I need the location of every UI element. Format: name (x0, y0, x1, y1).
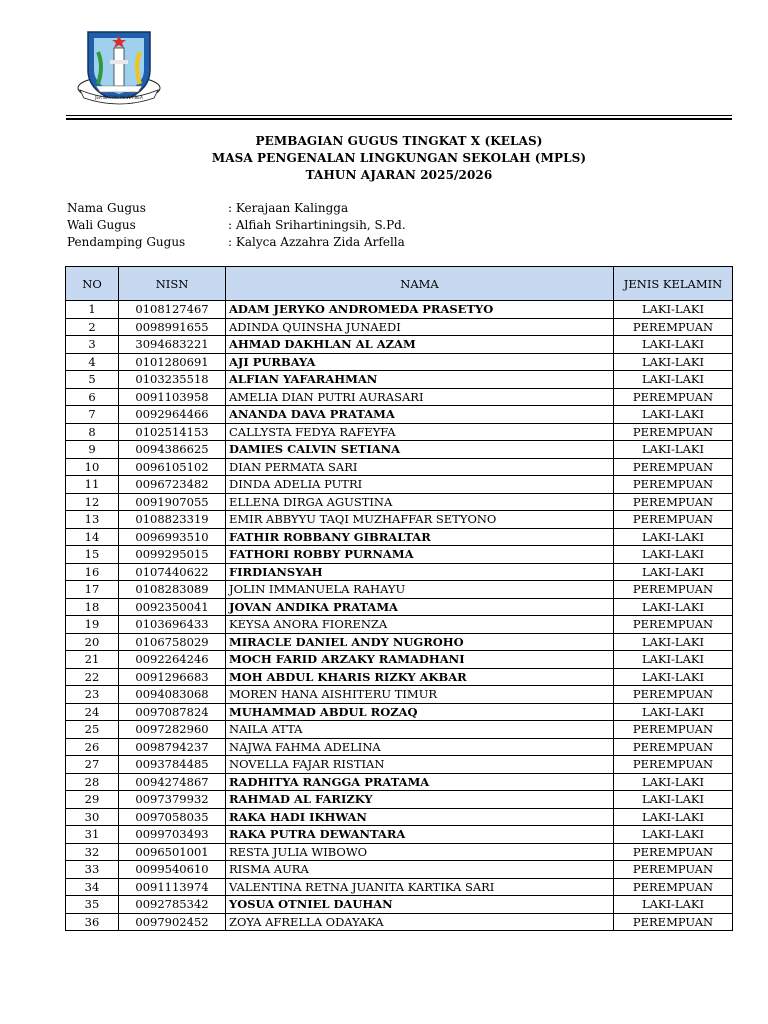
cell-nama: RESTA JULIA WIBOWO (226, 843, 614, 861)
cell-jenis-kelamin: LAKI-LAKI (614, 773, 733, 791)
document-title (66, 133, 732, 184)
table-row (66, 546, 733, 564)
cell-no: 24 (66, 703, 119, 721)
info-label: Pendamping Gugus (67, 235, 186, 249)
cell-no: 32 (66, 843, 119, 861)
cell-jenis-kelamin: PEREMPUAN (614, 476, 733, 494)
cell-jenis-kelamin: PEREMPUAN (614, 878, 733, 896)
cell-no: 25 (66, 721, 119, 739)
header-divider-thin (66, 115, 732, 116)
table-row (66, 808, 733, 826)
cell-nisn: 0101280691 (119, 353, 226, 371)
cell-nama: RAKA PUTRA DEWANTARA (226, 826, 614, 844)
cell-nama: FATHIR ROBBANY GIBRALTAR (226, 528, 614, 546)
table-row (66, 633, 733, 651)
cell-nisn: 0099540610 (119, 861, 226, 879)
cell-nisn: 0092785342 (119, 896, 226, 914)
cell-no: 18 (66, 598, 119, 616)
cell-nisn: 0097379932 (119, 791, 226, 809)
cell-nisn: 0091296683 (119, 668, 226, 686)
table-row (66, 581, 733, 599)
cell-nama: AMELIA DIAN PUTRI AURASARI (226, 388, 614, 406)
table-row (66, 861, 733, 879)
cell-no: 36 (66, 913, 119, 931)
cell-nama: FIRDIANSYAH (226, 563, 614, 581)
table-row (66, 913, 733, 931)
cell-jenis-kelamin: PEREMPUAN (614, 861, 733, 879)
cell-no: 17 (66, 581, 119, 599)
cell-nama: MUHAMMAD ABDUL ROZAQ (226, 703, 614, 721)
cell-jenis-kelamin: PEREMPUAN (614, 686, 733, 704)
cell-nisn: 0094083068 (119, 686, 226, 704)
cell-jenis-kelamin: LAKI-LAKI (614, 371, 733, 389)
cell-nama: ADINDA QUINSHA JUNAEDI (226, 318, 614, 336)
cell-jenis-kelamin: LAKI-LAKI (614, 633, 733, 651)
info-value: : Kalyca Azzahra Zida Arfella (228, 235, 405, 249)
cell-nama: JOVAN ANDIKA PRATAMA (226, 598, 614, 616)
table-row (66, 843, 733, 861)
cell-no: 22 (66, 668, 119, 686)
cell-jenis-kelamin: LAKI-LAKI (614, 441, 733, 459)
cell-no: 4 (66, 353, 119, 371)
cell-nisn: 0097902452 (119, 913, 226, 931)
cell-nama: DIAN PERMATA SARI (226, 458, 614, 476)
header-divider-thick (66, 118, 732, 120)
cell-jenis-kelamin: PEREMPUAN (614, 581, 733, 599)
cell-jenis-kelamin: LAKI-LAKI (614, 668, 733, 686)
cell-no: 21 (66, 651, 119, 669)
cell-nisn: 0091103958 (119, 388, 226, 406)
cell-nisn: 0099703493 (119, 826, 226, 844)
cell-jenis-kelamin: LAKI-LAKI (614, 896, 733, 914)
cell-jenis-kelamin: PEREMPUAN (614, 843, 733, 861)
table-row (66, 616, 733, 634)
table-row (66, 336, 733, 354)
cell-nama: RADHITYA RANGGA PRATAMA (226, 773, 614, 791)
cell-jenis-kelamin: PEREMPUAN (614, 913, 733, 931)
cell-nisn: 0096105102 (119, 458, 226, 476)
cell-jenis-kelamin: PEREMPUAN (614, 458, 733, 476)
cell-nisn: 0094386625 (119, 441, 226, 459)
cell-nama: ALFIAN YAFARAHMAN (226, 371, 614, 389)
cell-jenis-kelamin: LAKI-LAKI (614, 353, 733, 371)
cell-nama: DAMIES CALVIN SETIANA (226, 441, 614, 459)
cell-no: 30 (66, 808, 119, 826)
table-row (66, 563, 733, 581)
header-no: NO (66, 267, 119, 301)
cell-no: 14 (66, 528, 119, 546)
cell-nama: NAJWA FAHMA ADELINA (226, 738, 614, 756)
cell-nisn: 0099295015 (119, 546, 226, 564)
table-row (66, 406, 733, 424)
cell-jenis-kelamin: LAKI-LAKI (614, 791, 733, 809)
cell-jenis-kelamin: LAKI-LAKI (614, 336, 733, 354)
table-row (66, 476, 733, 494)
cell-jenis-kelamin: PEREMPUAN (614, 616, 733, 634)
cell-jenis-kelamin: PEREMPUAN (614, 318, 733, 336)
table-row (66, 896, 733, 914)
cell-no: 20 (66, 633, 119, 651)
table-row (66, 353, 733, 371)
cell-nisn: 0097087824 (119, 703, 226, 721)
cell-nama: VALENTINA RETNA JUANITA KARTIKA SARI (226, 878, 614, 896)
cell-no: 3 (66, 336, 119, 354)
cell-jenis-kelamin: PEREMPUAN (614, 388, 733, 406)
cell-jenis-kelamin: PEREMPUAN (614, 756, 733, 774)
table-row (66, 458, 733, 476)
cell-jenis-kelamin: LAKI-LAKI (614, 301, 733, 319)
title-line-3: TAHUN AJARAN 2025/2026 (305, 168, 493, 182)
cell-jenis-kelamin: LAKI-LAKI (614, 703, 733, 721)
cell-no: 9 (66, 441, 119, 459)
title-line-1: PEMBAGIAN GUGUS TINGKAT X (KELAS) (255, 134, 543, 148)
cell-nisn: 0106758029 (119, 633, 226, 651)
cell-jenis-kelamin: LAKI-LAKI (614, 546, 733, 564)
cell-nisn: 0103696433 (119, 616, 226, 634)
table-row (66, 528, 733, 546)
header-nama: NAMA (226, 267, 614, 301)
cell-nisn: 3094683221 (119, 336, 226, 354)
seal-motto-text: JER BASUKI MAWA BEA (95, 95, 143, 100)
cell-nama: MOREN HANA AISHITERU TIMUR (226, 686, 614, 704)
table-row (66, 371, 733, 389)
cell-no: 23 (66, 686, 119, 704)
table-row (66, 686, 733, 704)
cell-nisn: 0096723482 (119, 476, 226, 494)
table-row (66, 878, 733, 896)
table-row (66, 668, 733, 686)
cell-nama: ANANDA DAVA PRATAMA (226, 406, 614, 424)
cell-nama: NAILA ATTA (226, 721, 614, 739)
cell-nama: AJI PURBAYA (226, 353, 614, 371)
cell-no: 34 (66, 878, 119, 896)
cell-nisn: 0092264246 (119, 651, 226, 669)
cell-nisn: 0108127467 (119, 301, 226, 319)
cell-nisn: 0103235518 (119, 371, 226, 389)
cell-no: 1 (66, 301, 119, 319)
cell-no: 2 (66, 318, 119, 336)
table-row (66, 318, 733, 336)
student-table (65, 266, 733, 931)
cell-jenis-kelamin: LAKI-LAKI (614, 563, 733, 581)
cell-jenis-kelamin: PEREMPUAN (614, 738, 733, 756)
cell-nama: MIRACLE DANIEL ANDY NUGROHO (226, 633, 614, 651)
title-line-2: MASA PENGENALAN LINGKUNGAN SEKOLAH (MPLS) (211, 151, 587, 165)
cell-nama: RISMA AURA (226, 861, 614, 879)
header-jenis-kelamin: JENIS KELAMIN (614, 267, 733, 301)
table-row (66, 441, 733, 459)
cell-no: 16 (66, 563, 119, 581)
table-row (66, 493, 733, 511)
table-row (66, 423, 733, 441)
table-row (66, 791, 733, 809)
cell-jenis-kelamin: PEREMPUAN (614, 493, 733, 511)
cell-jenis-kelamin: PEREMPUAN (614, 423, 733, 441)
cell-no: 10 (66, 458, 119, 476)
cell-no: 28 (66, 773, 119, 791)
cell-nisn: 0097058035 (119, 808, 226, 826)
info-label: Wali Gugus (67, 218, 136, 232)
table-row (66, 721, 733, 739)
cell-nisn: 0108823319 (119, 511, 226, 529)
cell-no: 12 (66, 493, 119, 511)
cell-no: 33 (66, 861, 119, 879)
info-label: Nama Gugus (67, 201, 146, 215)
cell-nama: FATHORI ROBBY PURNAMA (226, 546, 614, 564)
cell-nama: YOSUA OTNIEL DAUHAN (226, 896, 614, 914)
cell-no: 26 (66, 738, 119, 756)
cell-nama: MOCH FARID ARZAKY RAMADHANI (226, 651, 614, 669)
cell-jenis-kelamin: LAKI-LAKI (614, 406, 733, 424)
cell-nama: MOH ABDUL KHARIS RIZKY AKBAR (226, 668, 614, 686)
table-row (66, 756, 733, 774)
table-row (66, 301, 733, 319)
header-nisn: NISN (119, 267, 226, 301)
cell-nisn: 0098991655 (119, 318, 226, 336)
cell-nama: KEYSA ANORA FIORENZA (226, 616, 614, 634)
table-header-row (66, 267, 733, 301)
cell-nisn: 0096993510 (119, 528, 226, 546)
cell-jenis-kelamin: LAKI-LAKI (614, 651, 733, 669)
cell-no: 15 (66, 546, 119, 564)
cell-no: 5 (66, 371, 119, 389)
east-java-seal-logo (74, 26, 164, 108)
cell-jenis-kelamin: PEREMPUAN (614, 721, 733, 739)
cell-no: 35 (66, 896, 119, 914)
cell-no: 13 (66, 511, 119, 529)
cell-no: 6 (66, 388, 119, 406)
info-value: : Alfiah Srihartiningsih, S.Pd. (228, 218, 406, 232)
cell-no: 19 (66, 616, 119, 634)
cell-nisn: 0097282960 (119, 721, 226, 739)
cell-nisn: 0098794237 (119, 738, 226, 756)
cell-nisn: 0094274867 (119, 773, 226, 791)
cell-no: 11 (66, 476, 119, 494)
cell-no: 8 (66, 423, 119, 441)
cell-no: 29 (66, 791, 119, 809)
cell-nama: AHMAD DAKHLAN AL AZAM (226, 336, 614, 354)
table-row (66, 651, 733, 669)
cell-nisn: 0092350041 (119, 598, 226, 616)
cell-nama: RAKA HADI IKHWAN (226, 808, 614, 826)
cell-nisn: 0107440622 (119, 563, 226, 581)
cell-nama: ELLENA DIRGA AGUSTINA (226, 493, 614, 511)
cell-nisn: 0091907055 (119, 493, 226, 511)
table-row (66, 388, 733, 406)
cell-jenis-kelamin: LAKI-LAKI (614, 528, 733, 546)
cell-nama: CALLYSTA FEDYA RAFEYFA (226, 423, 614, 441)
cell-nama: ZOYA AFRELLA ODAYAKA (226, 913, 614, 931)
table-row (66, 738, 733, 756)
cell-nama: DINDA ADELIA PUTRI (226, 476, 614, 494)
info-value: : Kerajaan Kalingga (228, 201, 349, 215)
cell-nisn: 0091113974 (119, 878, 226, 896)
table-row (66, 826, 733, 844)
cell-nisn: 0092964466 (119, 406, 226, 424)
cell-jenis-kelamin: LAKI-LAKI (614, 826, 733, 844)
table-row (66, 773, 733, 791)
cell-nama: NOVELLA FAJAR RISTIAN (226, 756, 614, 774)
cell-jenis-kelamin: LAKI-LAKI (614, 808, 733, 826)
cell-nisn: 0093784485 (119, 756, 226, 774)
table-row (66, 703, 733, 721)
table-row (66, 598, 733, 616)
cell-nama: JOLIN IMMANUELA RAHAYU (226, 581, 614, 599)
cell-jenis-kelamin: LAKI-LAKI (614, 598, 733, 616)
cell-no: 31 (66, 826, 119, 844)
cell-nisn: 0108283089 (119, 581, 226, 599)
cell-nama: EMIR ABBYYU TAQI MUZHAFFAR SETYONO (226, 511, 614, 529)
cell-nisn: 0096501001 (119, 843, 226, 861)
cell-no: 27 (66, 756, 119, 774)
table-body (66, 301, 733, 931)
cell-nisn: 0102514153 (119, 423, 226, 441)
table-row (66, 511, 733, 529)
cell-nama: RAHMAD AL FARIZKY (226, 791, 614, 809)
cell-jenis-kelamin: PEREMPUAN (614, 511, 733, 529)
cell-nama: ADAM JERYKO ANDROMEDA PRASETYO (226, 301, 614, 319)
cell-no: 7 (66, 406, 119, 424)
